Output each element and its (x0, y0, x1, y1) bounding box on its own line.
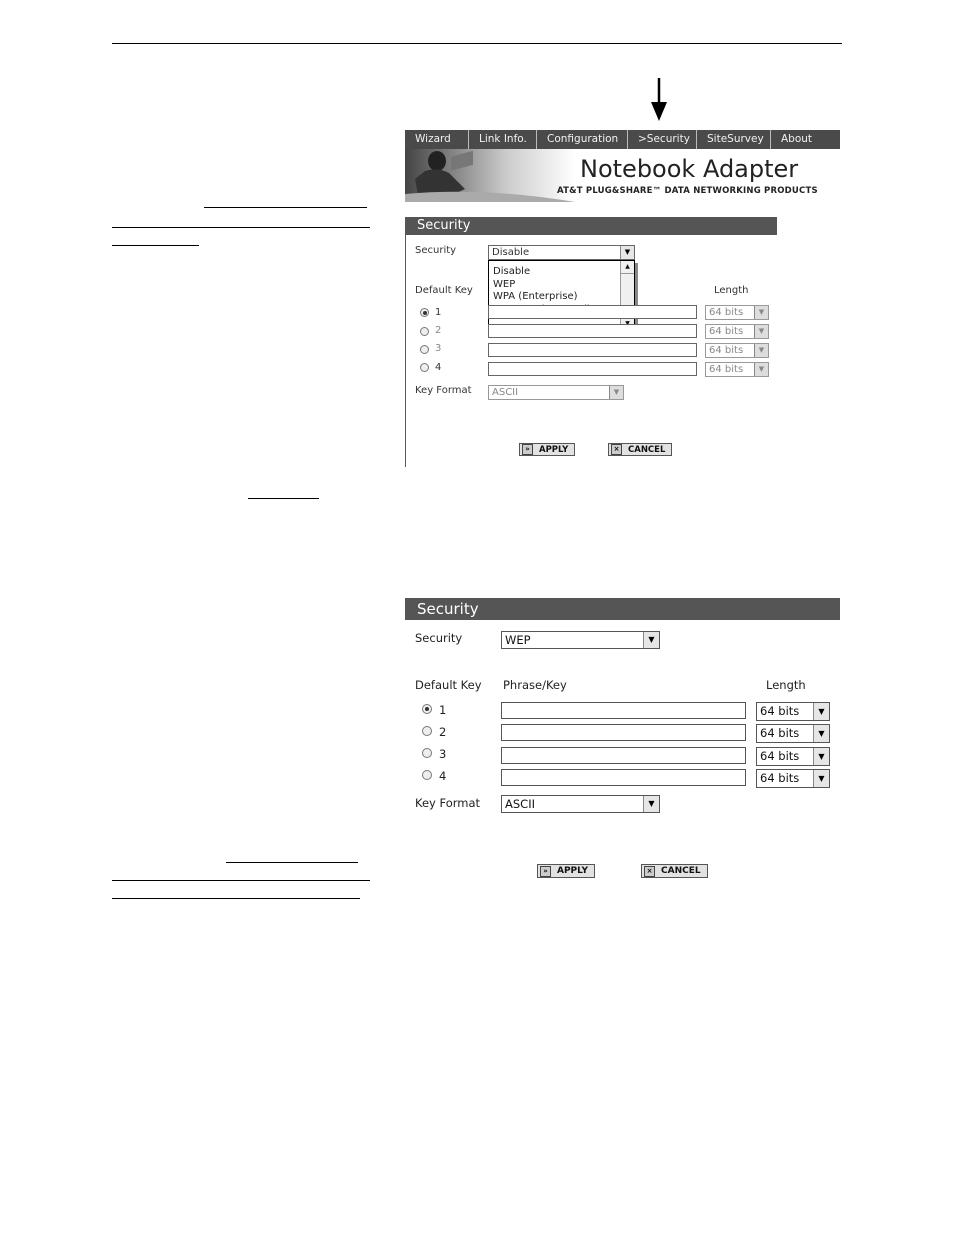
cancel-button-label: CANCEL (661, 866, 701, 876)
chevron-down-icon[interactable]: ▼ (754, 325, 768, 338)
key-number: 2 (435, 325, 442, 336)
dropdown-option[interactable]: WPA (Enterprise) (493, 291, 578, 302)
key-number: 3 (439, 747, 447, 761)
key-input-1[interactable] (488, 305, 697, 319)
key-number: 1 (439, 703, 447, 717)
apply-button[interactable] (537, 864, 595, 878)
key-radio-1[interactable] (422, 704, 432, 714)
key-format-value: ASCII (492, 387, 519, 398)
underline-mark (112, 898, 360, 899)
length-select-1[interactable] (756, 702, 830, 721)
key-radio-3[interactable] (420, 345, 429, 354)
length-value: 64 bits (709, 345, 744, 356)
nav-security[interactable]: >Security (628, 130, 697, 149)
banner-photo (405, 149, 575, 202)
apply-button-label: APPLY (557, 866, 589, 876)
key-format-label: Key Format (415, 796, 481, 810)
security-select[interactable] (488, 245, 635, 260)
nav-sitesurvey[interactable]: SiteSurvey (697, 130, 771, 149)
key-number: 2 (439, 725, 447, 739)
security-label: Security (415, 245, 457, 256)
key-radio-3[interactable] (422, 748, 432, 758)
nav-link-info[interactable]: Link Info. (469, 130, 537, 149)
key-radio-2[interactable] (420, 327, 429, 336)
length-value: 64 bits (709, 326, 744, 337)
radio-dot (423, 311, 427, 315)
chevron-down-icon[interactable]: ▼ (813, 770, 829, 787)
chevron-down-icon[interactable]: ▼ (620, 246, 634, 259)
security-dropdown-list (488, 260, 635, 331)
banner-title: Notebook Adapter (580, 155, 799, 183)
length-value: 64 bits (709, 364, 744, 375)
length-select-3[interactable] (705, 343, 769, 358)
chevron-down-icon[interactable]: ▼ (813, 725, 829, 742)
length-label: Length (714, 285, 749, 296)
length-value: 64 bits (709, 307, 744, 318)
key-input-2[interactable] (501, 724, 746, 741)
dropdown-scrollbar[interactable] (620, 261, 634, 330)
section-header: Security (405, 217, 777, 235)
chevron-down-icon[interactable]: ▼ (813, 748, 829, 765)
length-select-4[interactable] (756, 769, 830, 788)
apply-button[interactable] (519, 443, 575, 456)
close-icon: × (644, 866, 655, 877)
key-format-label: Key Format (415, 385, 472, 396)
arrow-right-icon: » (522, 444, 533, 455)
key-number: 3 (435, 343, 442, 354)
security-select-value: Disable (492, 247, 530, 258)
arrow-right-icon: » (540, 866, 551, 877)
dropdown-option[interactable]: Disable (493, 266, 531, 277)
section-header: Security (405, 598, 840, 620)
underline-mark (226, 862, 358, 863)
scroll-up-icon[interactable]: ▲ (621, 261, 634, 274)
security-select[interactable] (501, 631, 660, 649)
apply-button-label: APPLY (539, 444, 569, 455)
key-number: 4 (435, 362, 442, 373)
length-select-2[interactable] (756, 724, 830, 743)
banner-subtitle: AT&T PLUG&SHARE™ DATA NETWORKING PRODUCTS (557, 186, 818, 196)
length-value: 64 bits (760, 749, 800, 763)
chevron-down-icon[interactable]: ▼ (643, 796, 659, 812)
key-format-value: ASCII (505, 797, 535, 811)
panel-left-border (405, 235, 406, 467)
cancel-button[interactable] (608, 443, 672, 456)
radio-dot (425, 707, 429, 711)
nav-wizard[interactable]: Wizard (405, 130, 469, 149)
key-input-2[interactable] (488, 324, 697, 338)
security-label: Security (415, 631, 463, 645)
chevron-down-icon[interactable]: ▼ (813, 703, 829, 720)
key-radio-4[interactable] (422, 770, 432, 780)
cancel-button[interactable] (641, 864, 708, 878)
length-select-1[interactable] (705, 305, 769, 320)
underline-mark (204, 207, 367, 208)
key-format-select[interactable] (501, 795, 660, 813)
top-nav (405, 130, 840, 149)
key-number: 1 (435, 307, 442, 318)
security-select-value: WEP (505, 633, 531, 647)
chevron-down-icon[interactable]: ▼ (754, 306, 768, 319)
length-label: Length (766, 678, 806, 692)
cancel-button-label: CANCEL (628, 444, 666, 455)
key-radio-1[interactable] (420, 308, 429, 317)
length-value: 64 bits (760, 726, 800, 740)
nav-configuration[interactable]: Configuration (537, 130, 628, 149)
chevron-down-icon[interactable]: ▼ (609, 386, 623, 399)
underline-mark (112, 227, 370, 228)
key-format-select[interactable] (488, 385, 624, 400)
key-input-4[interactable] (488, 362, 697, 376)
length-value: 64 bits (760, 771, 800, 785)
length-value: 64 bits (760, 704, 800, 718)
length-select-4[interactable] (705, 362, 769, 377)
nav-about[interactable]: About (781, 133, 813, 145)
key-input-3[interactable] (501, 747, 746, 764)
page-top-rule (112, 43, 842, 44)
person-with-laptop-icon (405, 149, 575, 202)
dropdown-option[interactable]: WEP (493, 278, 516, 290)
down-arrow-icon (649, 78, 669, 122)
underline-mark (112, 880, 370, 881)
chevron-down-icon[interactable]: ▼ (643, 632, 659, 648)
chevron-down-icon[interactable]: ▼ (754, 344, 768, 357)
default-key-label: Default Key (415, 285, 473, 296)
length-select-3[interactable] (756, 747, 830, 766)
close-icon: × (611, 444, 622, 455)
key-input-4[interactable] (501, 769, 746, 786)
default-key-label: Default Key (415, 678, 482, 692)
key-input-3[interactable] (488, 343, 697, 357)
length-select-2[interactable] (705, 324, 769, 339)
phrase-key-label: Phrase/Key (503, 678, 567, 692)
key-radio-2[interactable] (422, 726, 432, 736)
key-radio-4[interactable] (420, 363, 429, 372)
key-number: 4 (439, 769, 447, 783)
underline-mark (112, 245, 199, 246)
chevron-down-icon[interactable]: ▼ (754, 363, 768, 376)
banner (405, 149, 840, 202)
underline-mark (248, 498, 319, 499)
key-input-1[interactable] (501, 702, 746, 719)
